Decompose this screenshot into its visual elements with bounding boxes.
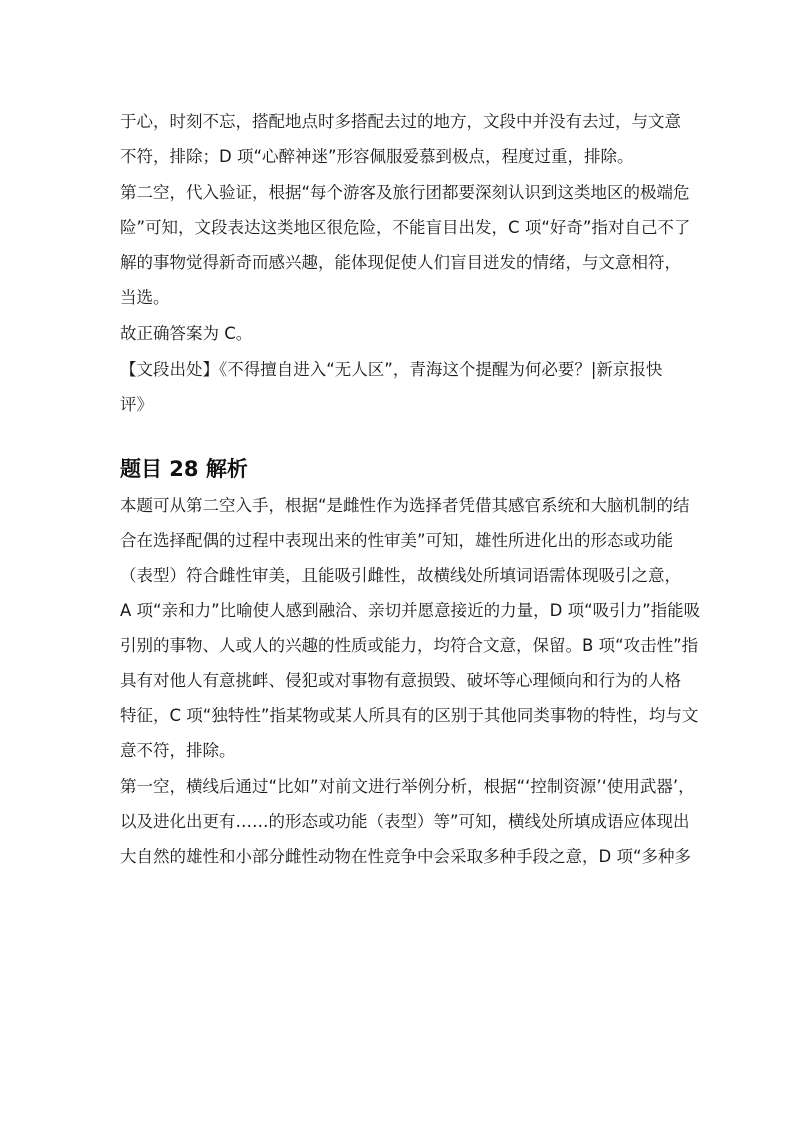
text-line: 于心，时刻不忘，搭配地点时多搭配去过的地方，文段中并没有去过，与文意 (120, 112, 681, 131)
paragraph-answer (120, 316, 695, 351)
text-line: 具有对他人有意挑衅、侵犯或对事物有意损毁、破坏等心理倾向和行为的人格 (120, 671, 681, 690)
text-line: 第一空，横线后通过“比如”对前文进行举例分析，根据“‘控制资源’‘使用武器’， (120, 777, 695, 796)
text-line: 险”可知，文段表达这类地区很危险，不能盲目出发，C 项“好奇”指对自己不了 (120, 218, 691, 237)
text-line: 引别的事物、人或人的兴趣的性质或能力，均符合文意，保留。B 项“攻击性”指 (120, 636, 699, 655)
text-line: 意不符，排除。 (120, 741, 236, 760)
section-heading-28: 题目 28 解析 (120, 457, 248, 481)
paragraph-28-1 (120, 488, 701, 768)
paragraph-source (120, 352, 695, 422)
text-line: 第二空，代入验证，根据“每个游客及旅行团都要深刻认识到这类地区的极端危 (120, 183, 690, 202)
text-line: 以及进化出更有……的形态或功能（表型）等”可知，横线处所填成语应体现出 (120, 812, 690, 831)
text-line: 【文段出处】《不得擅自进入“无人区”，青海这个提醒为何必要？|新京报快 (120, 360, 663, 379)
text-line: 解的事物觉得新奇而感兴趣，能体现促使人们盲目迸发的情绪，与文意相符， (120, 253, 681, 272)
text-line: 评》 (120, 395, 153, 414)
text-line: （表型）符合雌性审美，且能吸引雌性，故横线处所填词语需体现吸引之意， (120, 566, 681, 585)
paragraph-prev-2 (120, 175, 695, 315)
text-line: 不符，排除；D 项“心醉神迷”形容佩服爱慕到极点，程度过重，排除。 (120, 147, 634, 166)
text-line: 故正确答案为 C。 (120, 324, 253, 343)
text-line: 特征，C 项“独特性”指某物或某人所具有的区别于其他同类事物的特性，均与文 (120, 706, 699, 725)
document-body (120, 104, 701, 874)
text-line: 大自然的雄性和小部分雌性动物在性竞争中会采取多种手段之意，D 项“多种多 (120, 847, 691, 866)
text-line: 本题可从第二空入手，根据“是雌性作为选择者凭借其感官系统和大脑机制的结 (120, 496, 690, 515)
text-line: A 项“亲和力”比喻使人感到融洽、亲切并愿意接近的力量，D 项“吸引力”指能吸 (120, 601, 701, 620)
paragraph-prev-1 (120, 104, 695, 174)
text-line: 当选。 (120, 288, 170, 307)
text-line: 合在选择配偶的过程中表现出来的性审美”可知，雄性所进化出的形态或功能 (120, 531, 674, 550)
paragraph-28-2 (120, 769, 695, 874)
